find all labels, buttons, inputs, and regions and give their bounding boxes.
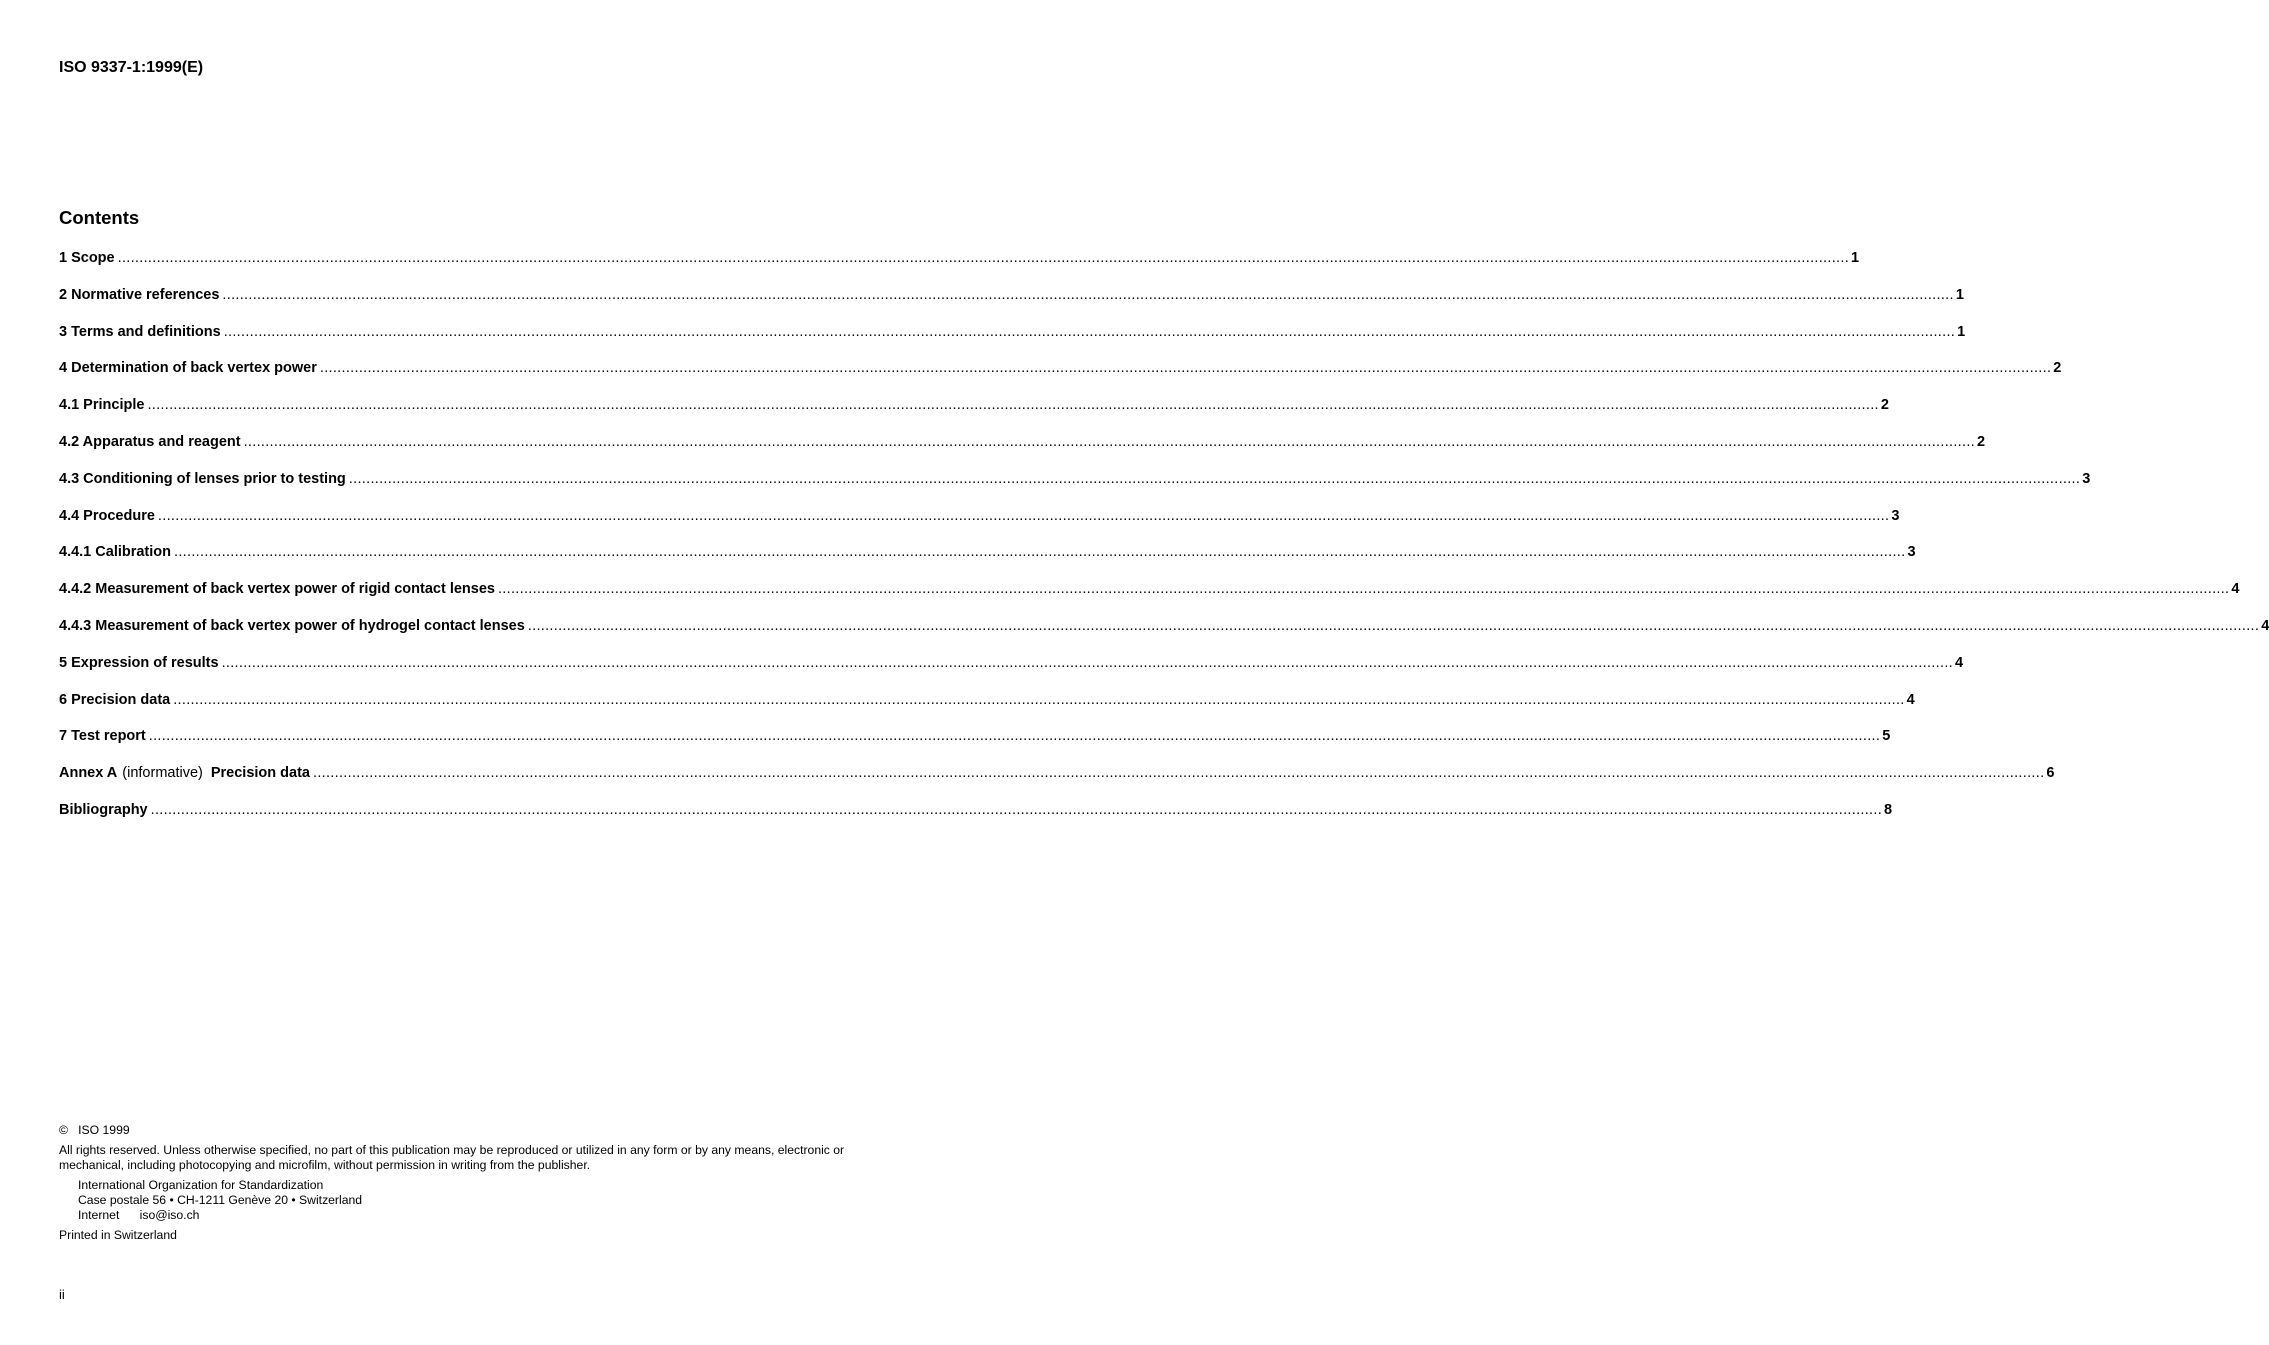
toc-page-number: 4: [1954, 654, 1964, 671]
toc-dot-leader: ................................................................................................................................................................................................................................................................................................................................................................................................................: [319, 360, 2052, 377]
toc-entry[interactable]: [59, 323, 1966, 361]
toc-page-number: 4: [2261, 617, 2269, 634]
toc-entry[interactable]: [59, 801, 1893, 839]
address-line: International Organization for Standardization: [78, 1178, 324, 1192]
toc-entry[interactable]: [59, 617, 2269, 655]
toc-dot-leader: ................................................................................................................................................................................................................................................................................................................................................................................................................: [150, 801, 1883, 818]
toc-dot-leader: ................................................................................................................................................................................................................................................................................................................................................................................................................: [174, 544, 1906, 561]
toc-dot-leader: ................................................................................................................................................................................................................................................................................................................................................................................................................: [157, 507, 1890, 524]
printed-in: Printed in Switzerland: [59, 1228, 177, 1242]
toc-dot-leader: ................................................................................................................................................................................................................................................................................................................................................................................................................: [173, 691, 1905, 708]
address-line: Case postale 56 • CH-1211 Genève 20 • Switzerland: [78, 1193, 363, 1207]
toc-entry[interactable]: [59, 544, 1916, 581]
toc-entry-title: 5 Expression of results: [59, 654, 219, 671]
toc-entry[interactable]: [59, 360, 2062, 397]
toc-page-number: 3: [1907, 544, 1916, 561]
toc-entry[interactable]: [59, 654, 1964, 692]
toc-page-number: 4: [2231, 581, 2240, 598]
toc-dot-leader: ................................................................................................................................................................................................................................................................................................................................................................................................................: [147, 397, 1879, 414]
toc-entry[interactable]: [59, 728, 1891, 765]
toc-entry[interactable]: [59, 470, 2091, 508]
toc-dot-leader: ................................................................................................................................................................................................................................................................................................................................................................................................................: [243, 433, 1975, 450]
toc-dot-leader: ................................................................................................................................................................................................................................................................................................................................................................................................................: [527, 617, 2260, 634]
toc-entry[interactable]: [59, 691, 1915, 729]
toc-entry-title: 4.3 Conditioning of lenses prior to testing: [59, 470, 346, 487]
toc-entry-title: 2 Normative references: [59, 286, 220, 303]
toc-entry-title: 7 Test report: [59, 728, 146, 745]
toc-entry-title: 4 Determination of back vertex power: [59, 360, 317, 377]
toc-page-number: 2: [1977, 433, 1986, 450]
toc-entry-title: Bibliography: [59, 801, 148, 818]
toc-entry-title: 3 Terms and definitions: [59, 323, 221, 340]
toc-dot-leader: ................................................................................................................................................................................................................................................................................................................................................................................................................: [348, 470, 2081, 487]
annex-designation: (informative): [122, 765, 203, 782]
copyright-line: © ISO 1999: [59, 1123, 130, 1137]
toc-entry[interactable]: [59, 397, 1889, 434]
toc-dot-leader: ................................................................................................................................................................................................................................................................................................................................................................................................................: [117, 250, 1850, 266]
document-id: ISO 9337-1:1999(E): [59, 59, 204, 76]
toc-page-number: 5: [1882, 728, 1891, 745]
toc-page-number: 1: [1957, 323, 1966, 340]
publisher-address: [59, 1178, 879, 1223]
toc-page-number: 1: [1955, 286, 1964, 303]
toc-page-number: 3: [2082, 470, 2091, 487]
toc-page-number: 2: [2053, 360, 2062, 377]
toc-entry[interactable]: [59, 286, 1964, 324]
toc-entry-title: 4.4 Procedure: [59, 507, 155, 524]
toc-entry[interactable]: [59, 765, 2055, 802]
toc-entry[interactable]: [59, 507, 1900, 545]
toc-page-number: 1: [1851, 250, 1860, 266]
toc-entry[interactable]: [59, 433, 1986, 471]
toc-entry-title: 4.4.3 Measurement of back vertex power of hydrogel contact lenses: [59, 617, 525, 634]
toc-page-number: 2: [1880, 397, 1889, 414]
toc-entry-title: 4.2 Apparatus and reagent: [59, 433, 241, 450]
toc-entry-title: 4.4.2 Measurement of back vertex power of rigid contact lenses: [59, 581, 495, 598]
address-line: Internet iso@iso.ch: [78, 1208, 200, 1222]
toc-dot-leader: ................................................................................................................................................................................................................................................................................................................................................................................................................: [497, 581, 2230, 598]
toc-dot-leader: ................................................................................................................................................................................................................................................................................................................................................................................................................: [221, 654, 1953, 671]
table-of-contents: [59, 250, 2269, 839]
toc-page-number: 6: [2046, 765, 2055, 782]
toc-page-number: 4: [1906, 691, 1915, 708]
toc-page-number: 8: [1884, 801, 1893, 818]
toc-entry-title: 4.4.1 Calibration: [59, 544, 172, 561]
toc-entry-title: Annex A (informative) Precision data: [59, 765, 310, 782]
annex-title: Precision data: [210, 765, 310, 782]
toc-entry-title: 6 Precision data: [59, 691, 171, 708]
page-number: ii: [59, 1287, 65, 1302]
rights-statement: All rights reserved. Unless otherwise specified, no part of this publication may be reproduced or utilized in any form or by any means, electronic or mechanical, including photocopying and microfilm, without permission in writing from the publisher.: [59, 1143, 845, 1172]
toc-entry[interactable]: [59, 250, 1860, 287]
toc-dot-leader: ................................................................................................................................................................................................................................................................................................................................................................................................................: [148, 728, 1881, 745]
toc-dot-leader: ................................................................................................................................................................................................................................................................................................................................................................................................................: [223, 323, 1956, 340]
toc-dot-leader: ................................................................................................................................................................................................................................................................................................................................................................................................................: [312, 765, 2045, 782]
toc-entry-title: 1 Scope: [59, 250, 115, 266]
copyright-footer: [59, 1123, 879, 1243]
toc-entry[interactable]: [59, 581, 2240, 618]
contents-heading: Contents: [59, 207, 140, 228]
toc-dot-leader: ................................................................................................................................................................................................................................................................................................................................................................................................................: [222, 286, 1954, 303]
toc-page-number: 3: [1891, 507, 1900, 524]
toc-entry-title: 4.1 Principle: [59, 397, 145, 414]
